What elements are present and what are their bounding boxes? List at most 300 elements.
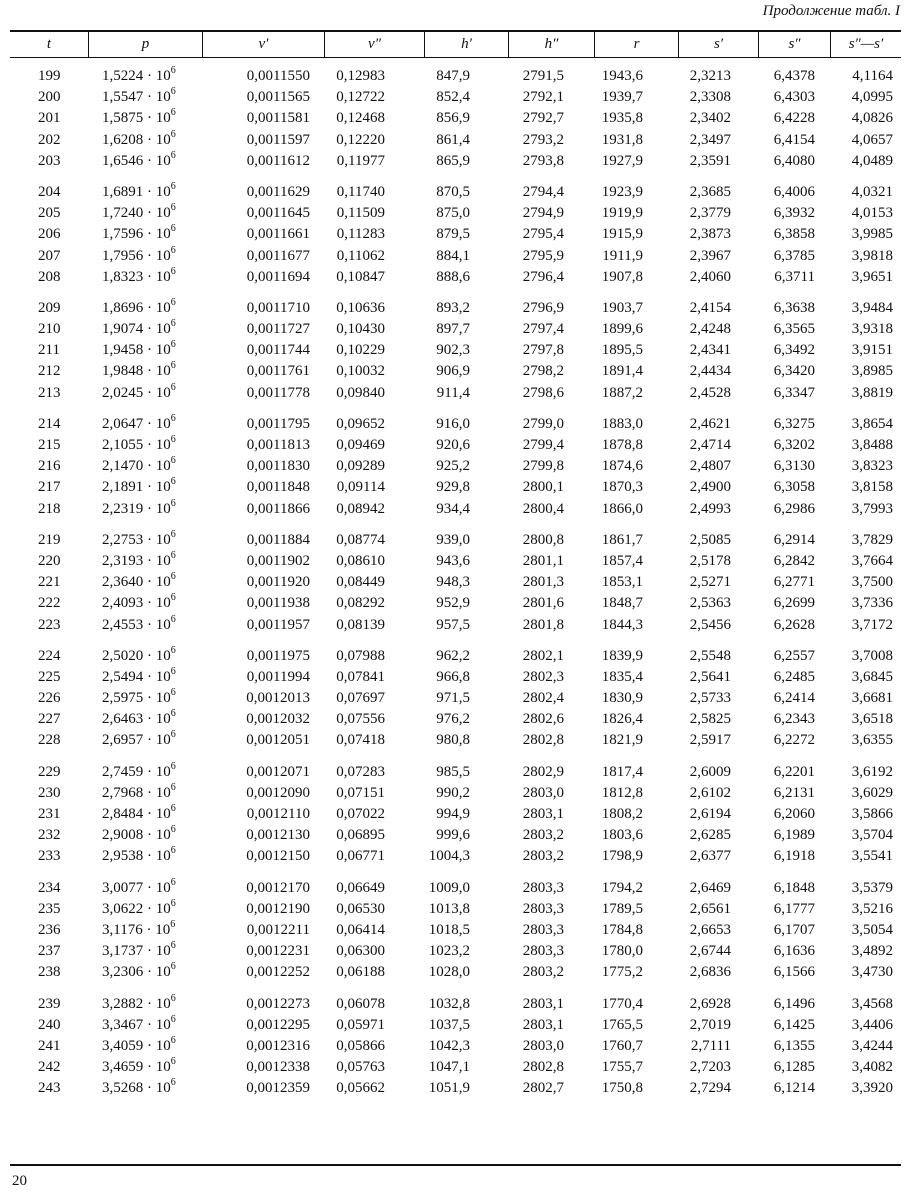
cell-t: 215	[38, 437, 61, 453]
cell-s-double-prime: 6,2914	[773, 531, 815, 548]
cell-h-prime: 990,2	[436, 784, 470, 801]
cell-v-prime: 0,0012090	[246, 784, 310, 801]
cell-v-double-prime: 0,06300	[336, 943, 385, 960]
cell-h-prime: 1013,8	[428, 900, 470, 917]
cell-t: 231	[38, 806, 61, 822]
cell-h-prime: 875,0	[436, 205, 470, 222]
cell-h-prime: 943,6	[436, 552, 470, 569]
pressure-exponent: 6	[170, 223, 176, 235]
pressure-exponent: 6	[170, 961, 176, 973]
cell-r: 1907,8	[601, 268, 643, 285]
table-row	[10, 1057, 901, 1078]
cell-t: 228	[38, 732, 61, 749]
pressure-exponent: 6	[170, 339, 176, 351]
cell-v-prime: 0,0011710	[246, 299, 310, 316]
pressure-exponent: 6	[170, 613, 176, 625]
cell-t: 233	[38, 848, 61, 865]
cell-h-double-prime: 2802,1	[522, 647, 564, 664]
cell-v-prime: 0,0011581	[246, 110, 310, 127]
cell-p	[102, 477, 176, 499]
cell-v-prime: 0,0012252	[246, 964, 310, 981]
cell-h-double-prime: 2803,2	[522, 827, 564, 844]
cell-p	[102, 87, 176, 109]
cell-h-prime: 870,5	[436, 183, 470, 200]
cell-h-prime: 1018,5	[428, 921, 470, 938]
cell-h-double-prime: 2803,3	[522, 879, 564, 896]
cell-h-double-prime: 2791,5	[522, 68, 564, 84]
cell-t: 206	[38, 226, 61, 243]
cell-h-double-prime: 2798,2	[522, 363, 564, 380]
cell-s-difference: 3,5704	[851, 827, 893, 844]
cell-s-difference: 3,9651	[851, 268, 893, 285]
cell-h-prime: 893,2	[436, 299, 470, 316]
cell-s-double-prime: 6,2060	[773, 806, 815, 822]
cell-t: 232	[38, 827, 61, 844]
cell-s-double-prime: 6,3420	[773, 363, 815, 380]
cell-v-double-prime: 0,10229	[336, 342, 385, 359]
cell-v-prime: 0,0012273	[246, 995, 310, 1012]
cell-t: 237	[38, 943, 61, 960]
cell-s-difference: 3,7829	[851, 531, 893, 548]
pressure-exponent: 6	[170, 571, 176, 583]
cell-v-double-prime: 0,12722	[336, 89, 385, 106]
pressure-exponent: 6	[170, 360, 176, 372]
pressure-mantissa: 3,2882 · 10	[102, 995, 171, 1012]
cell-v-prime: 0,0011727	[246, 321, 310, 338]
cell-v-prime: 0,0011848	[246, 479, 310, 496]
cell-t: 243	[38, 1080, 61, 1097]
pressure-mantissa: 2,6463 · 10	[102, 711, 171, 728]
table-row	[10, 783, 901, 804]
cell-s-double-prime: 6,2485	[773, 668, 815, 685]
cell-s-prime: 2,4154	[689, 299, 731, 316]
cell-p	[102, 383, 176, 405]
cell-r: 1780,0	[601, 943, 643, 960]
pressure-mantissa: 3,0622 · 10	[102, 900, 171, 917]
cell-s-difference: 3,4082	[851, 1059, 893, 1076]
cell-r: 1866,0	[601, 500, 643, 517]
cell-v-double-prime: 0,06530	[336, 900, 385, 917]
pressure-exponent: 6	[170, 497, 176, 509]
cell-r: 1770,4	[601, 995, 643, 1012]
cell-t: 230	[38, 784, 61, 801]
cell-s-prime: 2,4807	[689, 458, 731, 475]
cell-t: 222	[38, 595, 61, 612]
cell-s-difference: 4,0995	[851, 89, 893, 106]
row-group	[10, 182, 901, 288]
cell-p	[102, 762, 176, 784]
cell-h-prime: 1004,3	[428, 848, 470, 865]
cell-v-double-prime: 0,09840	[336, 384, 385, 401]
cell-v-prime: 0,0012013	[246, 690, 310, 707]
cell-p	[102, 224, 176, 246]
cell-h-double-prime: 2799,4	[522, 437, 564, 453]
cell-p	[102, 667, 176, 689]
cell-v-prime: 0,0011761	[246, 363, 310, 380]
cell-s-double-prime: 6,1918	[773, 848, 815, 865]
cell-s-double-prime: 6,1848	[773, 879, 815, 896]
cell-t: 210	[38, 321, 61, 338]
cell-t: 204	[38, 183, 61, 200]
cell-v-prime: 0,0012051	[246, 732, 310, 749]
cell-h-prime: 1037,5	[428, 1016, 470, 1033]
cell-s-difference: 3,8819	[851, 384, 893, 401]
cell-h-prime: 897,7	[436, 321, 470, 338]
cell-h-prime: 1028,0	[428, 964, 470, 981]
cell-s-prime: 2,7019	[689, 1016, 731, 1033]
cell-r: 1939,7	[601, 89, 643, 106]
table-row	[10, 499, 901, 520]
cell-h-prime: 948,3	[436, 574, 470, 591]
table-row	[10, 1015, 901, 1036]
cell-r: 1935,8	[601, 110, 643, 127]
pressure-mantissa: 1,9848 · 10	[102, 363, 171, 380]
pressure-mantissa: 1,9458 · 10	[102, 342, 171, 359]
cell-s-double-prime: 6,4080	[773, 152, 815, 169]
cell-t: 208	[38, 268, 61, 285]
cell-p	[102, 66, 176, 88]
pressure-mantissa: 2,0245 · 10	[102, 384, 171, 401]
cell-h-double-prime: 2803,0	[522, 784, 564, 801]
cell-s-double-prime: 6,1707	[773, 921, 815, 938]
table-row	[10, 246, 901, 267]
cell-v-prime: 0,0011830	[246, 458, 310, 475]
cell-t: 211	[38, 342, 60, 359]
pressure-exponent: 6	[170, 1056, 176, 1068]
cell-h-double-prime: 2792,1	[522, 89, 564, 106]
cell-t: 236	[38, 921, 61, 938]
cell-t: 234	[38, 879, 61, 896]
cell-v-double-prime: 0,07988	[336, 647, 385, 664]
cell-s-difference: 3,6681	[851, 690, 893, 707]
cell-v-prime: 0,0012231	[246, 943, 310, 960]
cell-s-double-prime: 6,1777	[773, 900, 815, 917]
cell-h-prime: 1047,1	[428, 1059, 470, 1076]
cell-s-prime: 2,3873	[689, 226, 731, 243]
cell-p	[102, 203, 176, 225]
cell-p	[102, 1036, 176, 1058]
cell-s-double-prime: 6,3058	[773, 479, 815, 496]
cell-h-prime: 971,5	[436, 690, 470, 707]
cell-t: 221	[38, 574, 61, 591]
cell-v-prime: 0,0011597	[246, 131, 310, 148]
cell-h-double-prime: 2801,3	[522, 574, 564, 591]
cell-v-prime: 0,0011565	[246, 89, 310, 106]
cell-t: 218	[38, 500, 61, 517]
cell-h-prime: 966,8	[436, 668, 470, 685]
cell-v-prime: 0,0012150	[246, 848, 310, 865]
pressure-mantissa: 2,5020 · 10	[102, 647, 171, 664]
cell-s-prime: 2,6009	[689, 763, 731, 780]
cell-s-prime: 2,3779	[689, 205, 731, 222]
header-r: r	[594, 31, 678, 57]
pressure-mantissa: 2,9538 · 10	[102, 848, 171, 865]
pressure-mantissa: 1,8323 · 10	[102, 268, 171, 285]
cell-s-double-prime: 6,3932	[773, 205, 815, 222]
cell-t: 225	[38, 668, 61, 685]
cell-s-difference: 3,8488	[851, 437, 893, 453]
cell-s-double-prime: 6,1566	[773, 964, 815, 981]
cell-v-double-prime: 0,11062	[336, 247, 385, 264]
pressure-mantissa: 2,0647 · 10	[102, 415, 171, 432]
pressure-exponent: 6	[170, 149, 176, 161]
cell-s-double-prime: 6,2842	[773, 552, 815, 569]
cell-r: 1883,0	[601, 415, 643, 432]
pressure-exponent: 6	[170, 244, 176, 256]
cell-r: 1784,8	[601, 921, 643, 938]
pressure-exponent: 6	[170, 202, 176, 214]
cell-v-double-prime: 0,06078	[336, 995, 385, 1012]
table-body	[10, 66, 901, 1109]
cell-s-double-prime: 6,1214	[773, 1080, 815, 1097]
table-row	[10, 804, 901, 825]
cell-t: 220	[38, 552, 61, 569]
cell-s-prime: 2,5548	[689, 647, 731, 664]
cell-p	[102, 825, 176, 847]
cell-s-prime: 2,5363	[689, 595, 731, 612]
cell-s-prime: 2,5641	[689, 668, 731, 685]
cell-s-prime: 2,6377	[689, 848, 731, 865]
cell-t: 213	[38, 384, 61, 401]
row-group	[10, 530, 901, 636]
cell-s-prime: 2,3591	[689, 152, 731, 169]
cell-t: 209	[38, 299, 61, 316]
cell-s-difference: 3,5541	[851, 848, 893, 865]
cell-h-double-prime: 2794,9	[522, 205, 564, 222]
table-header	[10, 31, 901, 57]
cell-p	[102, 1057, 176, 1079]
cell-h-double-prime: 2802,4	[522, 690, 564, 707]
header-t: t	[46, 36, 52, 52]
cell-v-prime: 0,0012032	[246, 711, 310, 728]
cell-h-prime: 934,4	[436, 500, 470, 517]
cell-h-double-prime: 2801,1	[522, 552, 564, 569]
pressure-exponent: 6	[170, 918, 176, 930]
cell-s-double-prime: 6,2343	[773, 711, 815, 728]
cell-s-prime: 2,4714	[689, 437, 731, 453]
cell-h-double-prime: 2800,4	[522, 500, 564, 517]
cell-s-difference: 3,8158	[851, 479, 893, 496]
cell-p	[102, 783, 176, 805]
table-row	[10, 456, 901, 477]
cell-h-prime: 980,8	[436, 732, 470, 749]
cell-s-difference: 3,3920	[851, 1080, 893, 1097]
cell-s-double-prime: 6,1355	[773, 1037, 815, 1054]
table-row	[10, 920, 901, 941]
pressure-exponent: 6	[170, 434, 176, 445]
cell-r: 1848,7	[601, 595, 643, 612]
table-row	[10, 962, 901, 983]
pressure-mantissa: 2,4093 · 10	[102, 595, 171, 612]
table-row	[10, 709, 901, 730]
cell-p	[102, 615, 176, 637]
pressure-mantissa: 1,5547 · 10	[102, 89, 171, 106]
cell-s-double-prime: 6,3275	[773, 415, 815, 432]
cell-v-prime: 0,0011677	[246, 247, 310, 264]
cell-s-difference: 3,5054	[851, 921, 893, 938]
cell-v-prime: 0,0011938	[246, 595, 310, 612]
cell-s-difference: 3,6355	[851, 732, 893, 749]
table-row	[10, 87, 901, 108]
cell-h-prime: 852,4	[436, 89, 470, 106]
pressure-exponent: 6	[170, 760, 176, 772]
cell-s-double-prime: 6,2131	[773, 784, 815, 801]
cell-t: 238	[38, 964, 61, 981]
pressure-mantissa: 1,7956 · 10	[102, 247, 171, 264]
cell-t: 205	[38, 205, 61, 222]
cell-h-prime: 1009,0	[428, 879, 470, 896]
cell-s-prime: 2,4993	[689, 500, 731, 517]
cell-h-double-prime: 2803,1	[522, 995, 564, 1012]
pressure-mantissa: 2,1470 · 10	[102, 458, 171, 475]
cell-h-prime: 888,6	[436, 268, 470, 285]
table-row	[10, 762, 901, 783]
cell-r: 1755,7	[601, 1059, 643, 1076]
table-continuation-caption: Продолжение табл. I	[762, 3, 900, 19]
cell-s-difference: 4,0657	[851, 131, 893, 148]
cell-s-difference: 3,4568	[851, 995, 893, 1012]
cell-r: 1915,9	[601, 226, 643, 243]
cell-s-difference: 3,4730	[851, 964, 893, 981]
cell-r: 1789,5	[601, 900, 643, 917]
pressure-mantissa: 3,4659 · 10	[102, 1059, 171, 1076]
cell-p	[102, 994, 176, 1016]
cell-s-prime: 2,4060	[689, 268, 731, 285]
table-row	[10, 267, 901, 288]
cell-h-double-prime: 2800,1	[522, 479, 564, 496]
table-bottom-rule	[10, 1164, 901, 1166]
table-row	[10, 414, 901, 435]
cell-h-double-prime: 2802,8	[522, 1059, 564, 1076]
cell-s-difference: 3,8985	[851, 363, 893, 380]
cell-v-prime: 0,0011884	[246, 531, 310, 548]
cell-s-difference: 3,9318	[851, 321, 893, 338]
cell-t: 216	[38, 458, 61, 475]
cell-s-double-prime: 6,3130	[773, 458, 815, 475]
cell-v-prime: 0,0011920	[246, 574, 310, 591]
cell-s-difference: 3,9151	[851, 342, 893, 359]
cell-s-prime: 2,6744	[689, 943, 731, 960]
cell-r: 1765,5	[601, 1016, 643, 1033]
table-row	[10, 435, 901, 456]
pressure-mantissa: 1,6546 · 10	[102, 152, 171, 169]
cell-r: 1821,9	[601, 732, 643, 749]
cell-p	[102, 941, 176, 963]
cell-p	[102, 709, 176, 731]
cell-h-prime: 985,5	[436, 763, 470, 780]
pressure-mantissa: 1,7596 · 10	[102, 226, 171, 243]
cell-h-double-prime: 2802,7	[522, 1080, 564, 1097]
cell-p	[102, 246, 176, 268]
table-row	[10, 878, 901, 899]
cell-h-prime: 879,5	[436, 226, 470, 243]
cell-s-prime: 2,6653	[689, 921, 731, 938]
cell-v-prime: 0,0012295	[246, 1016, 310, 1033]
cell-r: 1750,8	[601, 1080, 643, 1097]
cell-h-double-prime: 2794,4	[522, 183, 564, 200]
cell-h-double-prime: 2799,8	[522, 458, 564, 475]
cell-h-double-prime: 2802,6	[522, 711, 564, 728]
cell-p	[102, 499, 176, 521]
cell-h-double-prime: 2797,4	[522, 321, 564, 338]
cell-v-double-prime: 0,12468	[336, 110, 385, 127]
cell-s-double-prime: 6,2986	[773, 500, 815, 517]
pressure-exponent: 6	[170, 729, 176, 741]
cell-v-double-prime: 0,10430	[336, 321, 385, 338]
pressure-exponent: 6	[170, 412, 176, 424]
cell-v-double-prime: 0,06895	[336, 827, 385, 844]
cell-h-prime: 902,3	[436, 342, 470, 359]
cell-v-double-prime: 0,11283	[336, 226, 385, 243]
cell-h-prime: 952,9	[436, 595, 470, 612]
table-row	[10, 941, 901, 962]
cell-p	[102, 804, 176, 826]
cell-s-difference: 3,8654	[851, 415, 893, 432]
cell-v-double-prime: 0,08292	[336, 595, 385, 612]
cell-h-prime: 847,9	[436, 68, 470, 84]
cell-t: 202	[38, 131, 61, 148]
cell-s-difference: 3,7008	[851, 647, 893, 664]
cell-v-double-prime: 0,11509	[336, 205, 385, 222]
cell-t: 212	[38, 363, 61, 380]
cell-s-difference: 3,7336	[851, 595, 893, 612]
cell-s-prime: 2,5733	[689, 690, 731, 707]
cell-v-double-prime: 0,05763	[336, 1059, 385, 1076]
cell-s-prime: 2,7111	[690, 1037, 731, 1054]
cell-v-double-prime: 0,07418	[336, 732, 385, 749]
page-number: 20	[12, 1173, 27, 1189]
cell-s-double-prime: 6,1496	[773, 995, 815, 1012]
cell-v-double-prime: 0,07022	[336, 806, 385, 822]
pressure-mantissa: 1,9074 · 10	[102, 321, 171, 338]
cell-s-difference: 3,5866	[851, 806, 893, 822]
cell-p	[102, 593, 176, 615]
pressure-mantissa: 2,3640 · 10	[102, 574, 171, 591]
cell-t: 219	[38, 531, 61, 548]
cell-p	[102, 646, 176, 668]
pressure-exponent: 6	[170, 381, 176, 393]
cell-r: 1775,2	[601, 964, 643, 981]
cell-h-double-prime: 2801,8	[522, 616, 564, 633]
cell-h-double-prime: 2802,3	[522, 668, 564, 685]
cell-v-prime: 0,0011550	[246, 68, 310, 84]
table-row	[10, 1078, 901, 1099]
pressure-exponent: 6	[170, 65, 176, 76]
row-group	[10, 646, 901, 752]
pressure-exponent: 6	[170, 665, 176, 677]
cell-v-prime: 0,0012338	[246, 1059, 310, 1076]
cell-r: 1927,9	[601, 152, 643, 169]
cell-s-difference: 3,8323	[851, 458, 893, 475]
cell-p	[102, 456, 176, 478]
cell-s-difference: 3,5379	[851, 879, 893, 896]
cell-v-double-prime: 0,07841	[336, 668, 385, 685]
cell-v-double-prime: 0,10847	[336, 268, 385, 285]
cell-p	[102, 730, 176, 752]
cell-v-prime: 0,0011957	[246, 616, 310, 633]
cell-v-double-prime: 0,06188	[336, 964, 385, 981]
cell-r: 1874,6	[601, 458, 643, 475]
cell-p	[102, 1078, 176, 1100]
cell-p	[102, 298, 176, 320]
cell-h-double-prime: 2796,9	[522, 299, 564, 316]
cell-p	[102, 688, 176, 710]
table-row	[10, 224, 901, 245]
pressure-mantissa: 3,3467 · 10	[102, 1016, 171, 1033]
header-v-prime: v′	[202, 31, 324, 57]
cell-s-double-prime: 6,3492	[773, 342, 815, 359]
cell-v-prime: 0,0011994	[246, 668, 310, 685]
